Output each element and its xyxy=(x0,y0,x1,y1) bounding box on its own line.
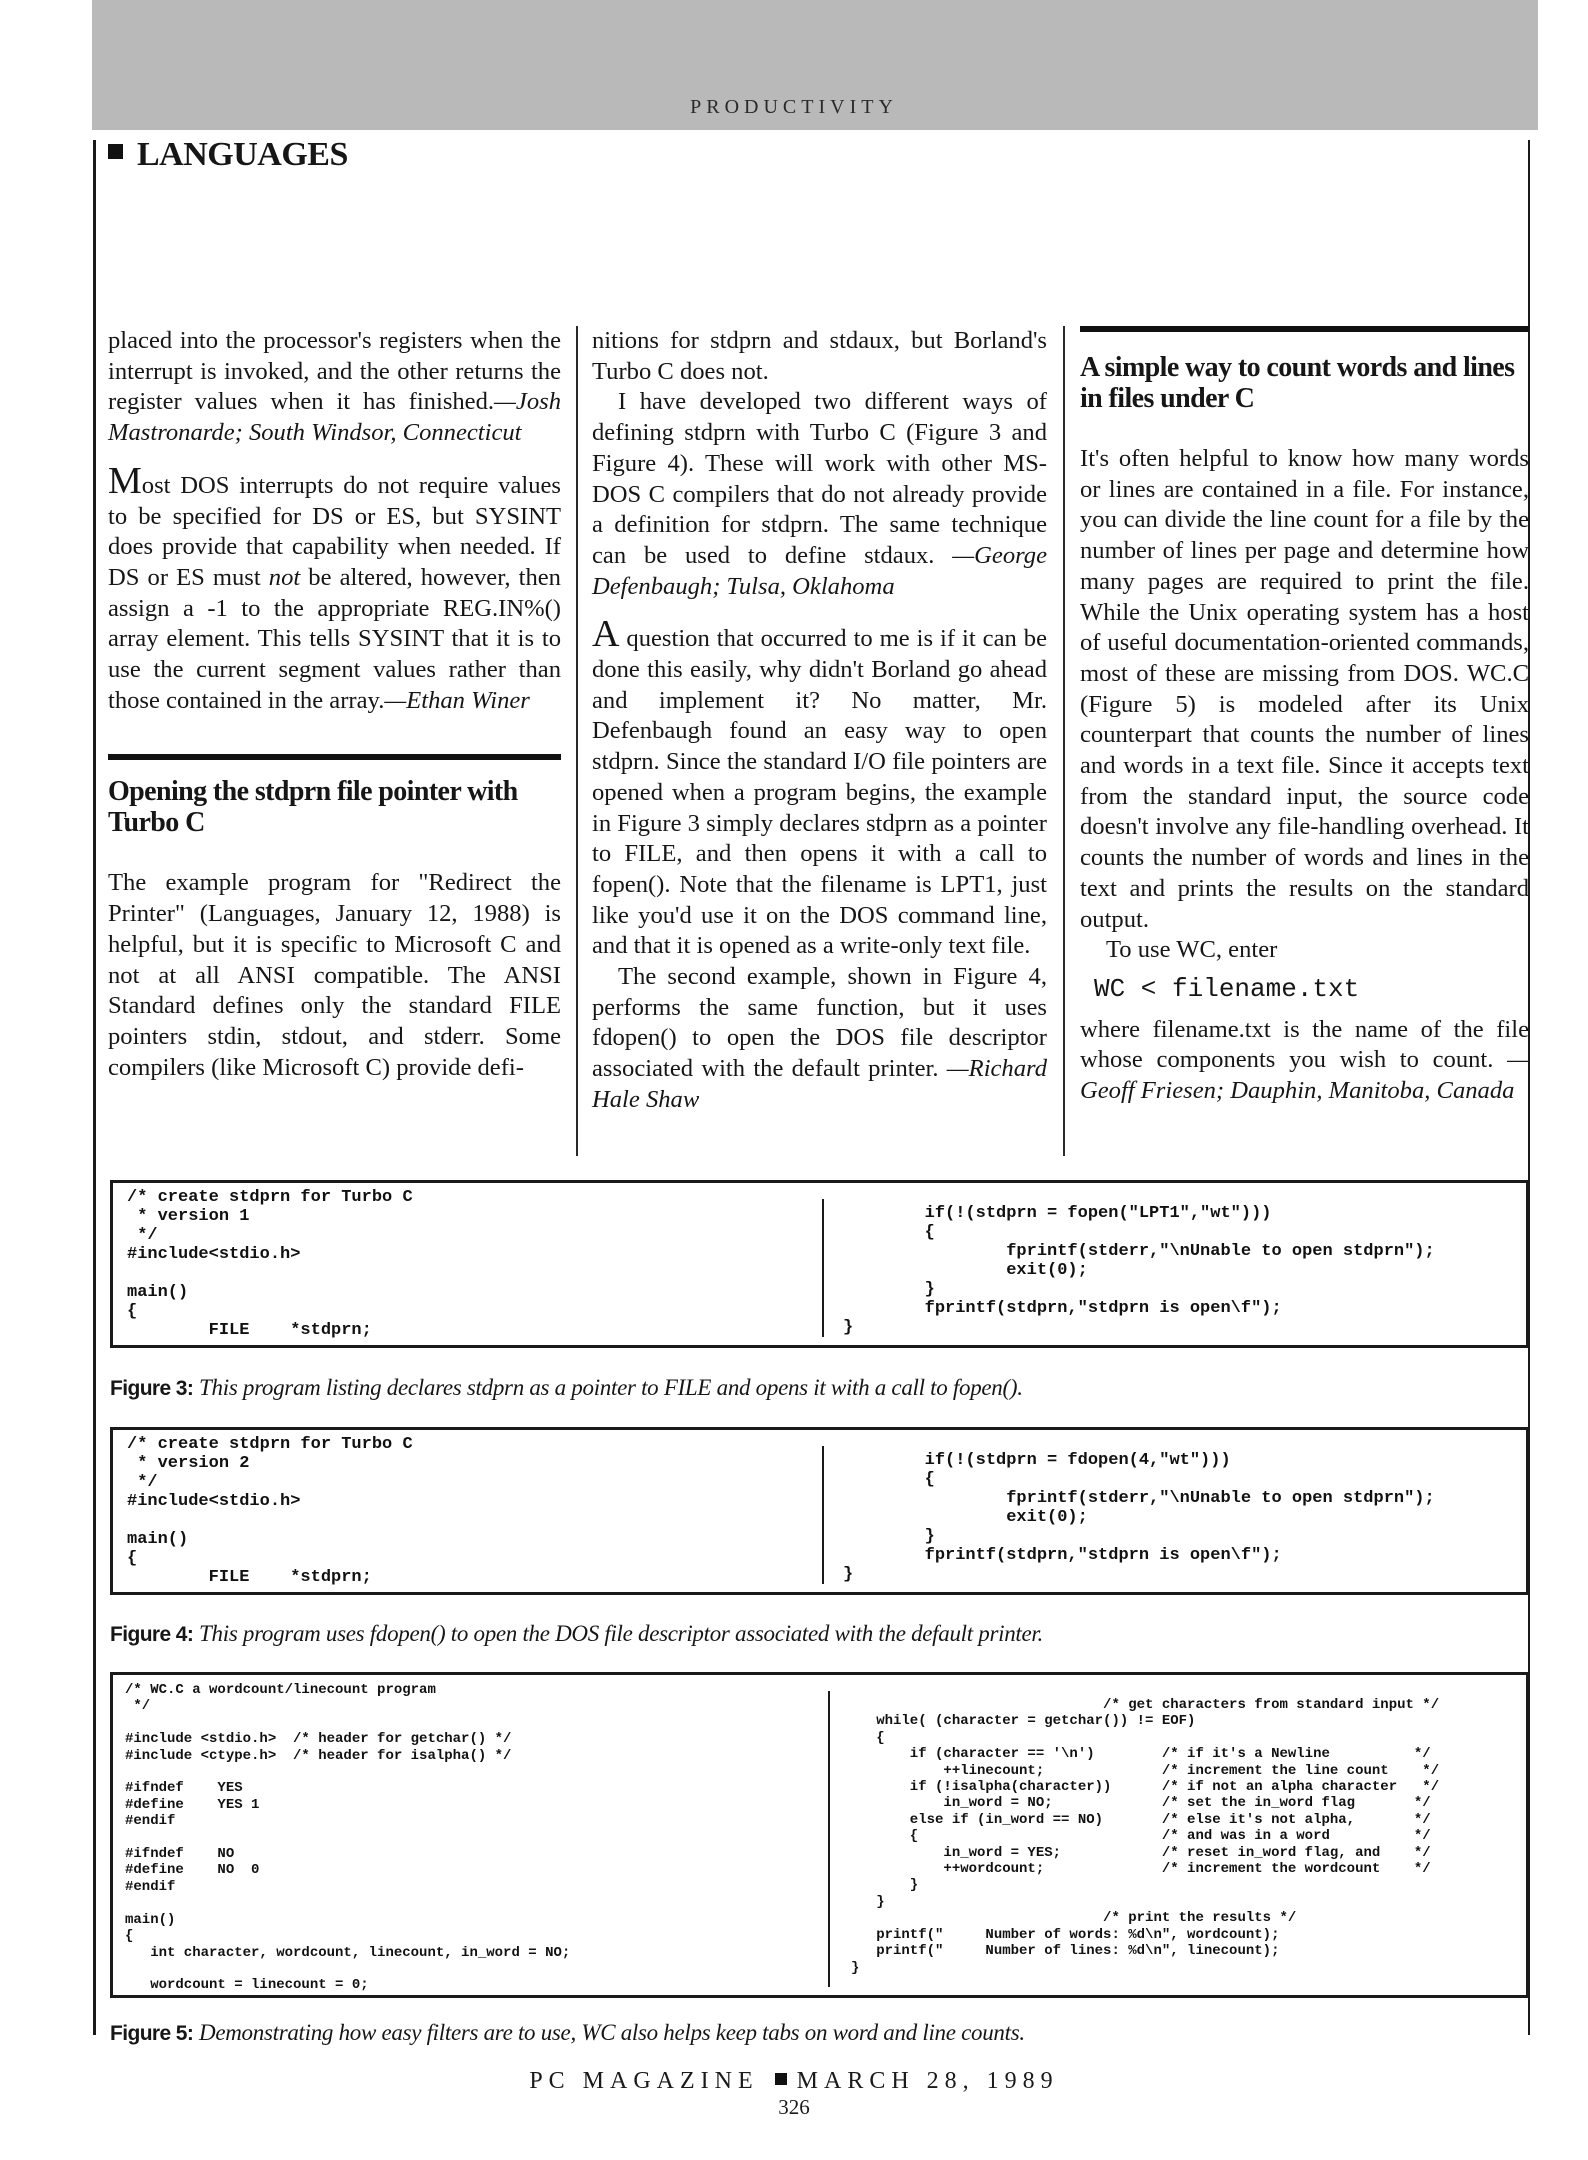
section-rule xyxy=(1080,326,1529,332)
paragraph: nitions for stdprn and stdaux, but Borland's Turbo C does not. xyxy=(592,327,1047,385)
listing-divider xyxy=(828,1691,830,1987)
byline: —Richard Hale Shaw xyxy=(592,1055,1047,1113)
code-left: /* create stdprn for Turbo C * version 2 */ #include<stdio.h> main() { FILE *stdprn; xyxy=(127,1435,413,1587)
figure-3-caption: Figure 3: This program listing declares stdprn as a pointer to FILE and opens it with a call to fopen(). xyxy=(110,1375,1023,1400)
byline: —Josh Mastronarde; South Windsor, Connecticut xyxy=(108,388,561,447)
code-right: if(!(stdprn = fdopen(4,"wt"))) { fprintf(stderr,"\nUnable to open stdprn"); exit(0); } fprintf(stdprn,"stdprn is open\f"); } xyxy=(843,1451,1435,1584)
department-label: LANGUAGES xyxy=(137,136,348,173)
left-margin-rule xyxy=(93,140,96,2035)
listing-divider xyxy=(822,1199,824,1337)
listing-divider xyxy=(822,1446,824,1584)
code-right: if(!(stdprn = fopen("LPT1","wt"))) { fprintf(stderr,"\nUnable to open stdprn"); exit(0); } fprintf(stdprn,"stdprn is open\f"); } xyxy=(843,1204,1435,1337)
figure-label: Figure 3: xyxy=(110,1377,194,1400)
issue-date: MARCH 28, 1989 xyxy=(796,2068,1059,2094)
article-heading: A simple way to count words and lines in files under C xyxy=(1080,352,1515,414)
figure-label: Figure 5: xyxy=(110,2022,194,2045)
figure-5-listing xyxy=(110,1672,1529,1998)
column-divider xyxy=(576,326,578,1156)
figure-4-listing xyxy=(110,1427,1529,1595)
figure-5-caption: Figure 5: Demonstrating how easy filters are to use, WC also helps keep tabs on word and line counts. xyxy=(110,2020,1025,2045)
magazine-name: PC MAGAZINE xyxy=(529,2068,759,2094)
article-heading: Opening the stdprn file pointer with Turbo C xyxy=(108,776,518,839)
column-3 xyxy=(1080,326,1529,1107)
column-1 xyxy=(108,326,561,1083)
figure-3-listing xyxy=(110,1180,1529,1348)
byline: —George Defenbaugh; Tulsa, Oklahoma xyxy=(592,541,1047,600)
page-number: 326 xyxy=(778,2095,810,2119)
paragraph: The second example, shown in Figure 4, performs the same function, but it uses fdopen() to open the DOS file descriptor associated with the default printer. —Richard Hale Shaw xyxy=(592,963,1047,1113)
paragraph: I have developed two different ways of defining stdprn with Turbo C (Figure 3 and Figure 4). These will work with other MS-DOS C compilers that do not already provide a definition for stdprn. The same technique can be used to define stdaux. —George Defenbaugh; Tulsa, Oklahoma xyxy=(592,388,1047,600)
code-right: /* get characters from standard input */ while( (character = getchar()) != EOF) { if (character == '\n') /* if it's a Newline */ ++linecount; /* increment the line count */ if (!isalpha(character)) /* if not an alpha character */ in_word = NO; /* set the in_word flag */ else if (in_word == NO) /* else it's not alpha, */ { /* and was in a word */ in_word = YES; /* reset in_word flag, and */ ++wordcount; /* increment the wordcount */ } } /* print the results */ printf(" Number of words: %d\n", wordcount); printf(" Number of lines: %d\n", linecount); } xyxy=(851,1697,1440,1976)
section-rule xyxy=(108,754,561,760)
initial-letter: A xyxy=(592,613,620,656)
department-title xyxy=(108,136,348,174)
column-divider xyxy=(1063,326,1065,1156)
bullet-square-icon xyxy=(108,144,123,159)
byline: —Geoff Friesen; Dauphin, Manitoba, Canada xyxy=(1080,1046,1529,1105)
byline: —Ethan Winer xyxy=(384,686,530,714)
initial-letter: M xyxy=(108,459,142,502)
column-2 xyxy=(592,326,1047,1116)
page-footer xyxy=(0,2068,1588,2095)
code-left: /* create stdprn for Turbo C * version 1 */ #include<stdio.h> main() { FILE *stdprn; xyxy=(127,1188,413,1340)
section-label: PRODUCTIVITY xyxy=(690,96,898,118)
paragraph: It's often helpful to know how many words or lines are contained in a file. For instance, you can divide the line count for a file by the number of lines per page and determine how many pages are required to print the file. While the Unix operating system has a host of useful documentation-oriented commands, most of these are missing from DOS. WC.C (Figure 5) is modeled after its Unix counterpart that counts the number of lines and words in a text file. Since it accepts text from the standard input, the source code doesn't involve any file-handling overhead. It counts the number of words and lines in the text and prints the results on the standard output. xyxy=(1080,445,1529,933)
code-left: /* WC.C a wordcount/linecount program */ #include <stdio.h> /* header for getchar() */ #include <ctype.h> /* header for isalpha() */ #ifndef YES #define YES 1 #endif #ifndef NO #define NO 0 #endif main() { int character, wordcount, linecount, in_word = NO; wordcount = linecount = 0; xyxy=(125,1682,571,1994)
paragraph: To use WC, enter xyxy=(1106,936,1278,964)
command-example: WC < filename.txt xyxy=(1094,973,1360,1004)
paragraph: Most DOS interrupts do not require values to be specified for DS or ES, but SYSINT does provide that capability when needed. If DS or ES must not be altered, however, then assign a -1 to the appropriate REG.IN%() array element. This tells SYSINT that it is to use the current segment values rather than those contained in the array.—Ethan Winer xyxy=(108,459,561,714)
paragraph: A question that occurred to me is if it can be done this easily, why didn't Borland go ahead and implement it? No matter, Mr. Defenbaugh found an easy way to open stdprn. Since the standard I/O file pointers are opened when a program begins, the example in Figure 3 simply declares stdprn as a pointer to FILE, and then opens it with a call to fopen(). Note that the filename is LPT1, just like you'd use it on the DOS command line, and that it is opened as a write-only text file. xyxy=(592,613,1047,960)
figure-label: Figure 4: xyxy=(110,1623,194,1646)
paragraph: where filename.txt is the name of the file whose components you wish to count. —Geoff Friesen; Dauphin, Manitoba, Canada xyxy=(1080,1015,1529,1105)
figure-4-caption: Figure 4: This program uses fdopen() to open the DOS file descriptor associated with the default printer. xyxy=(110,1621,1043,1646)
bullet-square-icon xyxy=(775,2073,787,2085)
paragraph: placed into the processor's registers when the interrupt is invoked, and the other returns the register values when it has finished.—Josh Mastronarde; South Windsor, Connecticut xyxy=(108,327,561,447)
paragraph: The example program for "Redirect the Printer" (Languages, January 12, 1988) is helpful, but it is specific to Microsoft C and not at all ANSI compatible. The ANSI Standard defines only the standard FILE pointers stdin, stdout, and stderr. Some compilers (like Microsoft C) provide defi- xyxy=(108,869,561,1081)
